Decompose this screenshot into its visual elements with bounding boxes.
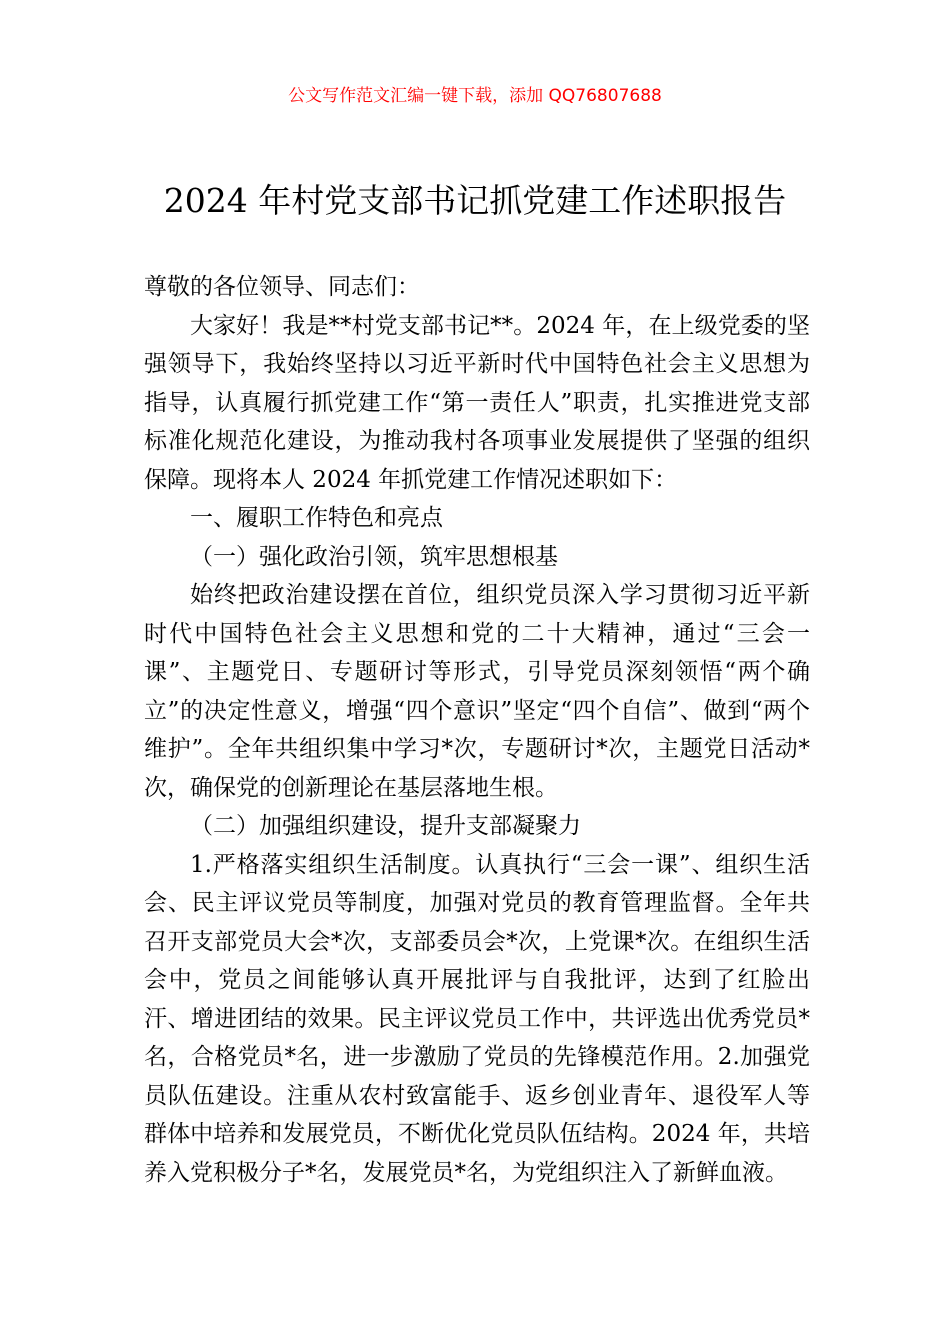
document-title: 2024 年村党支部书记抓党建工作述职报告 — [163, 181, 787, 220]
document-body — [144, 268, 810, 1192]
subsection-heading: （一）强化政治引领，筑牢思想根基 — [190, 543, 558, 570]
paragraph-political: 始终把政治建设摆在首位，组织党员深入学习贯彻习近平新时代中国特色社会主义思想和党的二十大精神，通过“三会一课”、主题党日、专题研讨等形式，引导党员深刻领悟“两个确立”的决定性意义，增强“四个意识”坚定“四个自信”、做到“两个维护”。全年共组织集中学习*次，专题研讨*次，主题党日活动*次，确保党的创新理论在基层落地生根。 — [144, 582, 810, 801]
salutation: 尊敬的各位领导、同志们： — [144, 274, 420, 300]
section-heading: 一、履职工作特色和亮点 — [190, 505, 443, 531]
paragraph-organization: 1.严格落实组织生活制度。认真执行“三会一课”、组织生活会、民主评议党员等制度，加强对党员的教育管理监督。全年共召开支部党员大会*次，支部委员会*次，上党课*次。在组织生活会中，党员之间能够认真开展批评与自我批评，达到了红脸出汗、增进团结的效果。民主评议党员工作中，共评选出优秀党员*名，合格党员*名，进一步激励了党员的先锋模范作用。2.加强党员队伍建设。注重从农村致富能手、返乡创业青年、退役军人等群体中培养和发展党员，不断优化党员队伍结构。2024 年，共培养入党积极分子*名，发展党员*名，为党组织注入了新鲜血液。 — [144, 851, 810, 1186]
subsection-heading: （二）加强组织建设，提升支部凝聚力 — [190, 813, 581, 839]
paragraph-intro: 大家好！我是**村党支部书记**。2024 年，在上级党委的坚强领导下，我始终坚持以习近平新时代中国特色社会主义思想为指导，认真履行抓党建工作“第一责任人”职责，扎实推进党支部标准化规范化建设，为推动我村各项事业发展提供了坚强的组织保障。现将本人 2024 年抓党建工作情况述职如下： — [144, 312, 810, 493]
download-notice: 公文写作范文汇编一键下载，添加 QQ76807688 — [288, 86, 662, 106]
